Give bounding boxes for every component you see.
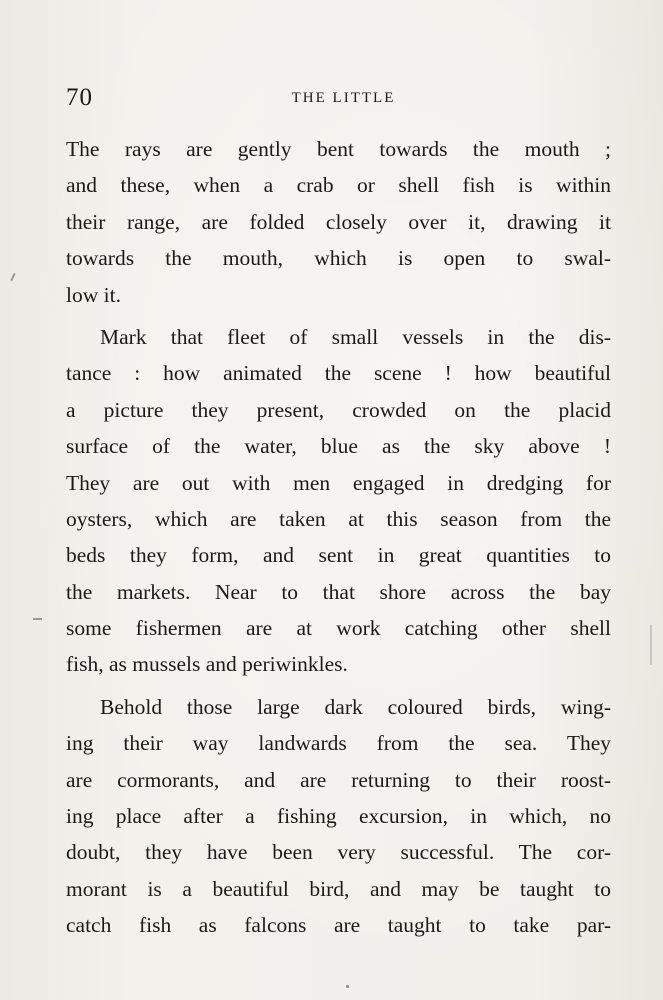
page-number: 70 [66,84,93,111]
text-line: low it. [66,282,121,307]
text-line: fish, as mussels and periwinkles. [66,652,348,677]
text-line: ing place after a fishing excursion, in which, no [66,804,611,829]
paragraph-1 [66,131,611,313]
margin-tick-mark [10,273,15,281]
text-line: They are out with men engaged in dredging for [66,470,611,495]
text-line: morant is a beautiful bird, and may be taught to [66,876,611,901]
paragraph-3 [66,689,611,944]
text-line: tance : how animated the scene ! how beautiful [66,361,611,386]
text-line: Behold those large dark coloured birds, wing- [100,694,611,719]
bleed-through-mark [650,625,652,665]
margin-dash-mark [33,618,42,620]
text-line: the markets. Near to that shore across the bay [66,579,611,604]
text-line: doubt, they have been very successful. The cor- [66,840,611,865]
text-line: ing their way landwards from the sea. They [66,731,611,756]
body-text [66,131,611,944]
text-line: Mark that fleet of small vessels in the dis- [100,324,611,349]
running-title: THE LITTLE [291,90,396,106]
text-line: and these, when a crab or shell fish is within [66,173,611,198]
text-line: towards the mouth, which is open to swal- [66,246,611,271]
text-line: some fishermen are at work catching other shell [66,616,611,641]
text-line: oysters, which are taken at this season from the [66,506,611,531]
paragraph-2 [66,319,611,683]
text-line: surface of the water, blue as the sky above ! [66,434,611,459]
text-line: beds they form, and sent in great quantities to [66,543,611,568]
text-line: a picture they present, crowded on the placid [66,397,611,422]
text-line: The rays are gently bent towards the mouth ; [66,137,611,161]
text-line: are cormorants, and are returning to their roost- [66,767,611,792]
running-head [66,84,611,114]
ink-speck [346,985,349,988]
text-line: their range, are folded closely over it, drawing it [66,209,611,234]
text-line: catch fish as falcons are taught to take par- [66,913,611,938]
